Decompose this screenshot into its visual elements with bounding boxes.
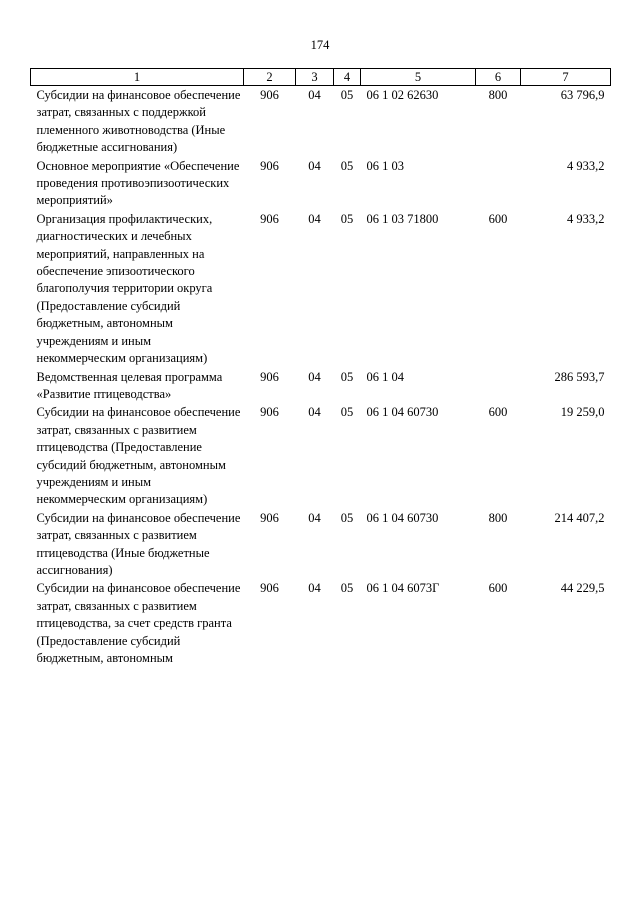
row-csr: 06 1 03	[366, 158, 404, 173]
header-col-5: 5	[361, 69, 476, 86]
row-rz: 04	[308, 405, 321, 420]
table-row	[31, 368, 611, 404]
row-rz: 04	[308, 581, 321, 596]
row-pr: 05	[340, 158, 354, 173]
row-vr: 600	[488, 405, 508, 420]
row-vr	[476, 368, 521, 404]
row-ved: 906	[260, 369, 279, 384]
row-sum: 214 407,2	[554, 510, 605, 525]
row-ved: 906	[260, 510, 279, 525]
table-row	[31, 157, 611, 210]
row-csr: 06 1 03 71800	[366, 211, 439, 226]
header-col-7: 7	[521, 69, 611, 86]
row-name: Основное мероприятие «Обеспечение проведения противоэпизоотических мероприятий»	[36, 158, 240, 208]
row-ved: 906	[260, 405, 279, 420]
row-ved: 906	[260, 88, 279, 102]
page-number: 174	[310, 38, 330, 52]
budget-table	[30, 68, 611, 667]
row-ved: 906	[260, 158, 279, 173]
header-col-2: 2	[244, 69, 296, 86]
row-pr: 05	[340, 510, 354, 525]
row-pr: 05	[340, 211, 354, 226]
row-vr: 600	[488, 581, 508, 596]
header-col-4: 4	[334, 69, 361, 86]
row-pr: 05	[340, 88, 354, 102]
row-name: Субсидии на финансовое обеспечение затрат, связанных с развитием птицеводства (Иные бюджетные ассигнования)	[36, 510, 241, 577]
row-name: Субсидии на финансовое обеспечение затрат, связанных с поддержкой племенного животноводства (Иные бюджетные ассигнования)	[36, 88, 241, 155]
row-rz: 04	[308, 510, 321, 525]
row-name: Ведомственная целевая программа «Развитие птицеводства»	[36, 369, 223, 401]
row-sum: 44 229,5	[560, 581, 605, 596]
row-csr: 06 1 02 62630	[366, 88, 439, 102]
row-pr: 05	[340, 581, 354, 596]
table-row	[31, 86, 611, 157]
table-row	[31, 403, 611, 508]
row-rz: 04	[308, 211, 321, 226]
row-ved: 906	[260, 211, 279, 226]
header-col-1: 1	[31, 69, 244, 86]
row-sum: 4 933,2	[567, 211, 605, 226]
row-sum: 4 933,2	[567, 158, 605, 173]
table-row	[31, 509, 611, 580]
row-name: Субсидии на финансовое обеспечение затрат, связанных с развитием птицеводства (Предоставление субсидий бюджетным, автономным учреждениям и иным некоммерческим организациям)	[36, 405, 241, 507]
row-csr: 06 1 04 60730	[366, 510, 439, 525]
header-col-6: 6	[476, 69, 521, 86]
header-col-3: 3	[296, 69, 334, 86]
row-vr: 600	[488, 211, 508, 226]
row-pr: 05	[340, 369, 354, 384]
row-csr: 06 1 04 60730	[366, 405, 439, 420]
row-vr	[476, 157, 521, 210]
row-ved: 906	[260, 581, 279, 596]
row-pr: 05	[340, 405, 354, 420]
row-rz: 04	[308, 369, 321, 384]
row-sum: 286 593,7	[554, 369, 605, 384]
row-rz: 04	[308, 88, 321, 102]
row-name: Субсидии на финансовое обеспечение затрат, связанных с развитием птицеводства, за счет средств гранта (Предоставление субсидий бюджетным, автономным	[36, 581, 241, 665]
row-rz: 04	[308, 158, 321, 173]
row-csr: 06 1 04 6073Г	[366, 581, 440, 596]
table-row	[31, 210, 611, 368]
row-sum: 63 796,9	[560, 88, 605, 102]
row-vr: 800	[488, 88, 508, 102]
table-row	[31, 579, 611, 667]
row-sum: 19 259,0	[560, 405, 605, 420]
row-vr: 800	[488, 510, 508, 525]
row-name: Организация профилактических, диагностических и лечебных мероприятий, направленных на обеспечение эпизоотического благополучия территории округа (Предоставление субсидий бюджетным, автономным учреждениям и иным некоммерческим организациям)	[36, 211, 213, 366]
header-row	[31, 69, 611, 86]
row-csr: 06 1 04	[366, 369, 404, 384]
